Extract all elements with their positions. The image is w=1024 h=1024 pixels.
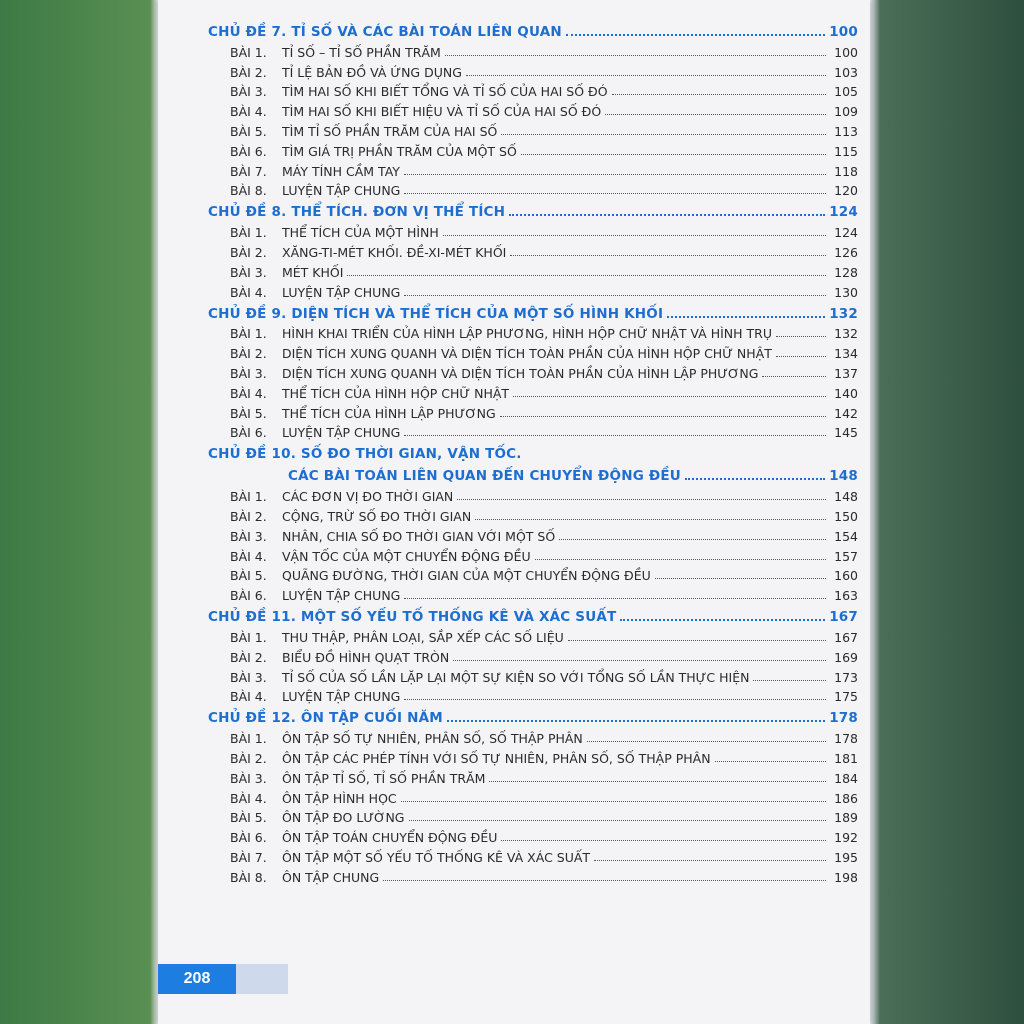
toc-lesson-row: [208, 60, 858, 80]
chapter-title: CHỦ ĐỀ 7. TỈ SỐ VÀ CÁC BÀI TOÁN LIÊN QUAN: [208, 24, 562, 40]
dot-leader: [404, 295, 826, 296]
lesson-page: 120: [834, 183, 858, 199]
toc-lesson-row: [208, 504, 858, 524]
lesson-title: DIỆN TÍCH XUNG QUANH VÀ DIỆN TÍCH TOÀN PHẦN CỦA HÌNH HỘP CHỮ NHẬT: [282, 346, 772, 362]
chapter-page: 124: [829, 204, 858, 221]
dot-leader: [404, 435, 826, 436]
lesson-number: BÀI 6.: [230, 588, 267, 604]
dot-leader: [655, 578, 826, 579]
lesson-page: 169: [834, 649, 858, 665]
lesson-page: 175: [834, 689, 858, 705]
dot-leader: [521, 154, 826, 155]
lesson-page: 132: [834, 326, 858, 342]
lesson-title: TỈ LỆ BẢN ĐỒ VÀ ỨNG DỤNG: [282, 64, 462, 80]
lesson-title: NHÂN, CHIA SỐ ĐO THỜI GIAN VỚI MỘT SỐ: [282, 528, 556, 544]
lesson-page: 124: [834, 225, 858, 241]
dot-leader: [475, 519, 826, 520]
lesson-title: ÔN TẬP ĐO LƯỜNG: [282, 810, 405, 826]
lesson-page: 160: [834, 568, 858, 584]
lesson-title: THU THẬP, PHÂN LOẠI, SẮP XẾP CÁC SỐ LIỆU: [282, 629, 564, 645]
dot-leader: [568, 640, 826, 641]
lesson-title: THỂ TÍCH CỦA HÌNH HỘP CHỮ NHẬT: [282, 385, 510, 401]
chapter-title-line2: [208, 462, 858, 484]
dot-leader: [587, 741, 826, 742]
lesson-number: BÀI 7.: [230, 849, 267, 865]
chapter-page: 132: [829, 305, 858, 322]
lesson-number: BÀI 2.: [230, 508, 267, 524]
lesson-number: BÀI 6.: [230, 143, 267, 159]
lesson-page: 130: [834, 284, 858, 300]
toc-lesson-row: [208, 625, 858, 645]
lesson-page: 154: [834, 528, 858, 544]
lesson-title: CÁC ĐƠN VỊ ĐO THỜI GIAN: [282, 489, 454, 505]
dot-leader: [404, 174, 826, 175]
lesson-page: 163: [834, 588, 858, 604]
page-number: 208: [158, 964, 236, 994]
lesson-number: BÀI 6.: [230, 830, 267, 846]
toc-lesson-row: [208, 260, 858, 280]
dot-leader: [443, 235, 826, 236]
lesson-page: 181: [834, 750, 858, 766]
toc-lesson-row: [208, 139, 858, 159]
chapter-page: 148: [829, 468, 858, 485]
lesson-page: 100: [834, 44, 858, 60]
table-of-contents: [208, 18, 858, 885]
toc-lesson-row: [208, 806, 858, 826]
dot-leader: [404, 598, 826, 599]
dot-leader: [513, 396, 826, 397]
lesson-page: 150: [834, 508, 858, 524]
lesson-title: ÔN TẬP MỘT SỐ YẾU TỐ THỐNG KÊ VÀ XÁC SUẤT: [282, 849, 591, 865]
toc-chapter: [208, 704, 858, 726]
lesson-number: BÀI 3.: [230, 528, 267, 544]
dot-leader: [510, 255, 826, 256]
lesson-title: ÔN TẬP CHUNG: [282, 869, 380, 885]
lesson-page: 109: [834, 104, 858, 120]
lesson-page: 148: [834, 489, 858, 505]
toc-lesson-row: [208, 685, 858, 705]
lesson-page: 145: [834, 425, 858, 441]
chapter-title: CHỦ ĐỀ 8. THỂ TÍCH. ĐƠN VỊ THỂ TÍCH: [208, 204, 506, 221]
toc-lesson-row: [208, 159, 858, 179]
lesson-number: BÀI 4.: [230, 284, 267, 300]
lesson-page: 137: [834, 365, 858, 381]
chapter-page: 100: [829, 24, 858, 40]
lesson-title: LUYỆN TẬP CHUNG: [282, 588, 401, 604]
dot-leader: [605, 114, 826, 115]
toc-lesson-row: [208, 322, 858, 342]
lesson-page: 105: [834, 84, 858, 100]
lesson-title: BIỂU ĐỒ HÌNH QUẠT TRÒN: [282, 649, 450, 665]
chapter-title: CHỦ ĐỀ 10. SỐ ĐO THỜI GIAN, VẬN TỐC.: [208, 446, 522, 463]
toc-lesson-row: [208, 179, 858, 199]
dot-leader: [776, 336, 826, 337]
lesson-title: XĂNG-TI-MÉT KHỐI. ĐỀ-XI-MÉT KHỐI: [282, 244, 507, 260]
lesson-title: TÌM HAI SỐ KHI BIẾT HIỆU VÀ TỈ SỐ CỦA HAI SỐ ĐÓ: [282, 104, 602, 120]
lesson-number: BÀI 5.: [230, 568, 267, 584]
lesson-page: 173: [834, 669, 858, 685]
lesson-title: TÌM HAI SỐ KHI BIẾT TỔNG VÀ TỈ SỐ CỦA HAI SỐ ĐÓ: [282, 84, 608, 100]
lesson-title: TỈ SỐ – TỈ SỐ PHẦN TRĂM: [282, 44, 441, 60]
dot-leader: [445, 55, 826, 56]
lesson-number: BÀI 3.: [230, 770, 267, 786]
lesson-number: BÀI 2.: [230, 244, 267, 260]
lesson-number: BÀI 5.: [230, 405, 267, 421]
dot-leader: [401, 801, 826, 802]
lesson-page: 118: [834, 163, 858, 179]
chapter-title-continued: CÁC BÀI TOÁN LIÊN QUAN ĐẾN CHUYỂN ĐỘNG ĐỀU: [288, 468, 681, 485]
toc-lesson-row: [208, 484, 858, 504]
toc-lesson-row: [208, 99, 858, 119]
dot-leader: [457, 499, 826, 500]
toc-lesson-row: [208, 564, 858, 584]
lesson-page: 140: [834, 385, 858, 401]
book-page: [158, 0, 870, 1024]
lesson-number: BÀI 6.: [230, 425, 267, 441]
lesson-number: BÀI 1.: [230, 326, 267, 342]
lesson-page: 128: [834, 264, 858, 280]
dot-leader: [559, 539, 826, 540]
dot-leader: [501, 134, 826, 135]
dot-leader: [383, 880, 826, 881]
lesson-page: 178: [834, 731, 858, 747]
lesson-number: BÀI 1.: [230, 44, 267, 60]
lesson-title: LUYỆN TẬP CHUNG: [282, 689, 401, 705]
toc-chapter: [208, 603, 858, 625]
lesson-title: THỂ TÍCH CỦA HÌNH LẬP PHƯƠNG: [282, 405, 496, 421]
dot-leader: [762, 376, 826, 377]
dot-leader: [776, 356, 826, 357]
toc-lesson-row: [208, 421, 858, 441]
lesson-number: BÀI 1.: [230, 629, 267, 645]
lesson-page: 115: [834, 143, 858, 159]
lesson-title: ÔN TẬP TOÁN CHUYỂN ĐỘNG ĐỀU: [282, 830, 498, 846]
dot-leader: [753, 680, 826, 681]
dot-leader: [500, 416, 826, 417]
toc-lesson-row: [208, 665, 858, 685]
lesson-number: BÀI 1.: [230, 489, 267, 505]
toc-chapter: [208, 440, 858, 484]
lesson-number: BÀI 4.: [230, 385, 267, 401]
lesson-page: 189: [834, 810, 858, 826]
dot-leader: [620, 619, 825, 621]
lesson-title: MÉT KHỐI: [282, 264, 344, 280]
dot-leader: [409, 820, 827, 821]
toc-lesson-row: [208, 865, 858, 885]
toc-lesson-row: [208, 341, 858, 361]
dot-leader: [466, 75, 826, 76]
toc-lesson-row: [208, 381, 858, 401]
toc-lesson-row: [208, 40, 858, 60]
toc-lesson-row: [208, 361, 858, 381]
chapter-title: CHỦ ĐỀ 9. DIỆN TÍCH VÀ THỂ TÍCH CỦA MỘT SỐ HÌNH KHỐI: [208, 305, 664, 322]
lesson-number: BÀI 4.: [230, 790, 267, 806]
dot-leader: [347, 275, 826, 276]
lesson-page: 192: [834, 830, 858, 846]
toc-lesson-row: [208, 544, 858, 564]
lesson-number: BÀI 2.: [230, 64, 267, 80]
toc-lesson-row: [208, 645, 858, 665]
lesson-title: ÔN TẬP HÌNH HỌC: [282, 790, 397, 806]
chapter-title: CHỦ ĐỀ 11. MỘT SỐ YẾU TỐ THỐNG KÊ VÀ XÁC SUẤT: [208, 609, 617, 626]
toc-lesson-row: [208, 825, 858, 845]
lesson-title: LUYỆN TẬP CHUNG: [282, 284, 401, 300]
lesson-number: BÀI 3.: [230, 264, 267, 280]
chapter-title: CHỦ ĐỀ 12. ÔN TẬP CUỐI NĂM: [208, 710, 443, 727]
lesson-title: TÌM TỈ SỐ PHẦN TRĂM CỦA HAI SỐ: [282, 123, 498, 139]
lesson-number: BÀI 3.: [230, 669, 267, 685]
chapter-title-line1: [208, 440, 858, 462]
lesson-number: BÀI 4.: [230, 104, 267, 120]
lesson-page: 186: [834, 790, 858, 806]
lesson-title: MÁY TÍNH CẦM TAY: [282, 163, 400, 179]
dot-leader: [489, 781, 826, 782]
lesson-page: 184: [834, 770, 858, 786]
dot-leader: [667, 316, 825, 318]
chapter-page: 167: [829, 609, 858, 626]
lesson-title: TỈ SỐ CỦA SỐ LẦN LẶP LẠI MỘT SỰ KIỆN SO VỚI TỔNG SỐ LẦN THỰC HIỆN: [282, 669, 750, 685]
dot-leader: [612, 94, 826, 95]
toc-lesson-row: [208, 845, 858, 865]
lesson-title: DIỆN TÍCH XUNG QUANH VÀ DIỆN TÍCH TOÀN PHẦN CỦA HÌNH LẬP PHƯƠNG: [282, 365, 759, 381]
toc-chapter: [208, 198, 858, 220]
toc-lesson-row: [208, 401, 858, 421]
toc-lesson-row: [208, 119, 858, 139]
toc-lesson-row: [208, 220, 858, 240]
dot-leader: [566, 34, 825, 36]
lesson-number: BÀI 5.: [230, 810, 267, 826]
toc-lesson-row: [208, 280, 858, 300]
lesson-page: 157: [834, 548, 858, 564]
lesson-number: BÀI 2.: [230, 346, 267, 362]
lesson-title: HÌNH KHAI TRIỂN CỦA HÌNH LẬP PHƯƠNG, HÌNH HỘP CHỮ NHẬT VÀ HÌNH TRỤ: [282, 326, 772, 342]
lesson-page: 198: [834, 869, 858, 885]
dot-leader: [594, 860, 826, 861]
dot-leader: [501, 840, 826, 841]
lesson-number: BÀI 2.: [230, 750, 267, 766]
lesson-page: 142: [834, 405, 858, 421]
lesson-number: BÀI 1.: [230, 225, 267, 241]
lesson-title: LUYỆN TẬP CHUNG: [282, 425, 401, 441]
lesson-number: BÀI 3.: [230, 365, 267, 381]
lesson-title: LUYỆN TẬP CHUNG: [282, 183, 401, 199]
dot-leader: [453, 660, 826, 661]
lesson-title: CỘNG, TRỪ SỐ ĐO THỜI GIAN: [282, 508, 472, 524]
lesson-number: BÀI 5.: [230, 123, 267, 139]
dot-leader: [715, 761, 826, 762]
lesson-number: BÀI 8.: [230, 869, 267, 885]
lesson-number: BÀI 4.: [230, 548, 267, 564]
chapter-page: 178: [829, 710, 858, 727]
lesson-title: VẬN TỐC CỦA MỘT CHUYỂN ĐỘNG ĐỀU: [282, 548, 531, 564]
toc-lesson-row: [208, 80, 858, 100]
dot-leader: [509, 214, 825, 216]
lesson-number: BÀI 4.: [230, 689, 267, 705]
dot-leader: [404, 193, 826, 194]
lesson-number: BÀI 3.: [230, 84, 267, 100]
dot-leader: [685, 478, 825, 480]
lesson-page: 113: [834, 123, 858, 139]
lesson-page: 103: [834, 64, 858, 80]
toc-lesson-row: [208, 583, 858, 603]
dot-leader: [447, 720, 825, 722]
lesson-title: TÌM GIÁ TRỊ PHẦN TRĂM CỦA MỘT SỐ: [282, 143, 517, 159]
lesson-number: BÀI 8.: [230, 183, 267, 199]
dot-leader: [535, 559, 826, 560]
toc-lesson-row: [208, 746, 858, 766]
toc-lesson-row: [208, 240, 858, 260]
lesson-number: BÀI 7.: [230, 163, 267, 179]
lesson-title: QUÃNG ĐƯỜNG, THỜI GIAN CỦA MỘT CHUYỂN ĐỘNG ĐỀU: [282, 568, 651, 584]
dot-leader: [404, 699, 826, 700]
lesson-title: ÔN TẬP TỈ SỐ, TỈ SỐ PHẦN TRĂM: [282, 770, 486, 786]
lesson-page: 167: [834, 629, 858, 645]
toc-lesson-row: [208, 766, 858, 786]
lesson-title: THỂ TÍCH CỦA MỘT HÌNH: [282, 225, 439, 241]
lesson-number: BÀI 2.: [230, 649, 267, 665]
lesson-title: ÔN TẬP SỐ TỰ NHIÊN, PHÂN SỐ, SỐ THẬP PHÂN: [282, 731, 583, 747]
lesson-number: BÀI 1.: [230, 731, 267, 747]
toc-lesson-row: [208, 524, 858, 544]
lesson-page: 134: [834, 346, 858, 362]
lesson-page: 195: [834, 849, 858, 865]
toc-lesson-row: [208, 726, 858, 746]
lesson-page: 126: [834, 244, 858, 260]
toc-lesson-row: [208, 786, 858, 806]
toc-chapter: [208, 18, 858, 40]
toc-chapter: [208, 300, 858, 322]
lesson-title: ÔN TẬP CÁC PHÉP TÍNH VỚI SỐ TỰ NHIÊN, PHÂN SỐ, SỐ THẬP PHÂN: [282, 750, 711, 766]
